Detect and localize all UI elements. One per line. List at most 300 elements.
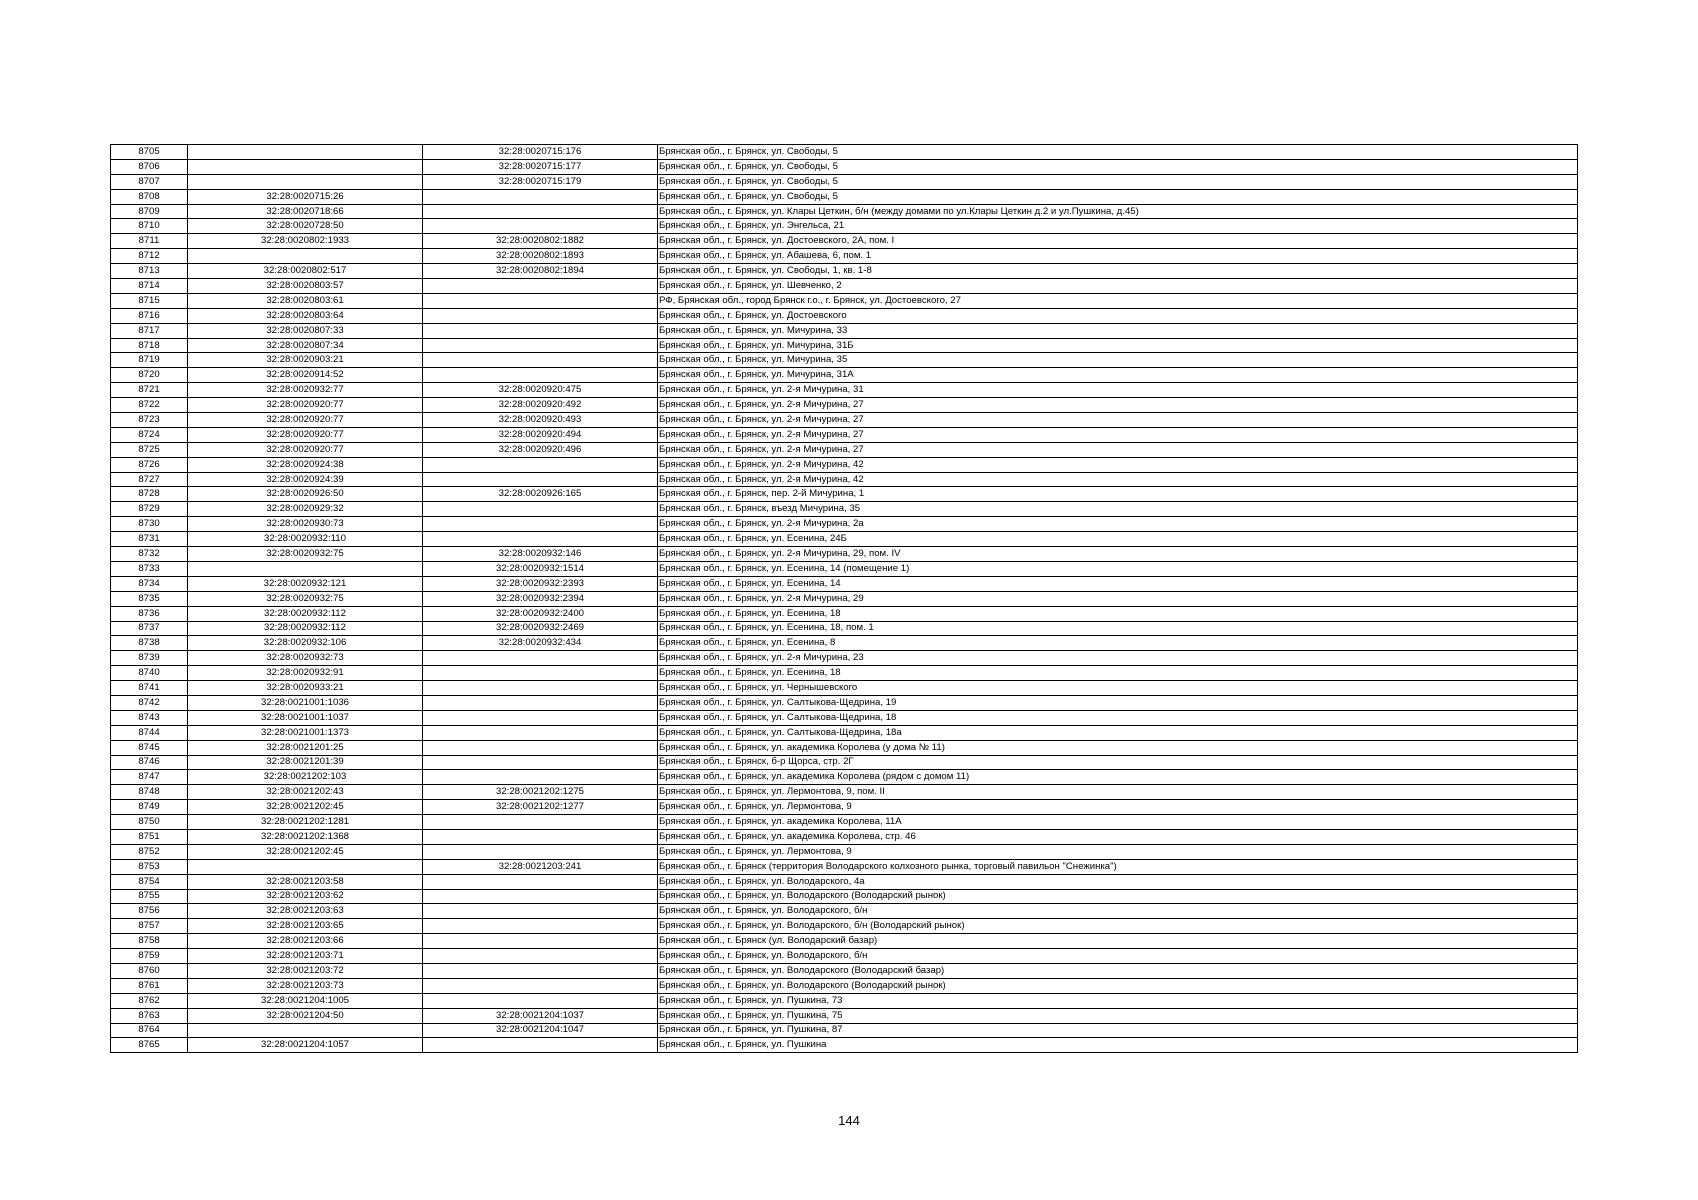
- table-row: [111, 800, 1578, 815]
- table-row: [111, 815, 1578, 830]
- building-cadastral-number-cell: 32:28:0020802:1894: [423, 264, 658, 279]
- table-row: [111, 666, 1578, 681]
- building-cadastral-number-cell: 32:28:0020802:1882: [423, 234, 658, 249]
- building-cadastral-number-cell: [423, 651, 658, 666]
- row-number-cell: 8734: [111, 576, 188, 591]
- address-cell: Брянская обл., г. Брянск (ул. Володарский базар): [658, 934, 1578, 949]
- row-number-cell: 8744: [111, 725, 188, 740]
- address-cell: Брянская обл., г. Брянск, ул. Володарского, б/н: [658, 904, 1578, 919]
- building-cadastral-number-cell: [423, 874, 658, 889]
- row-number-cell: 8759: [111, 949, 188, 964]
- row-number-cell: 8707: [111, 174, 188, 189]
- building-cadastral-number-cell: 32:28:0020932:1514: [423, 561, 658, 576]
- building-cadastral-number-cell: 32:28:0020932:146: [423, 547, 658, 562]
- land-cadastral-number-cell: 32:28:0021202:1368: [188, 829, 423, 844]
- row-number-cell: 8738: [111, 636, 188, 651]
- land-cadastral-number-cell: 32:28:0021202:43: [188, 785, 423, 800]
- building-cadastral-number-cell: [423, 993, 658, 1008]
- address-cell: Брянская обл., г. Брянск, ул. Чернышевского: [658, 681, 1578, 696]
- land-cadastral-number-cell: 32:28:0020926:50: [188, 487, 423, 502]
- row-number-cell: 8711: [111, 234, 188, 249]
- building-cadastral-number-cell: [423, 755, 658, 770]
- building-cadastral-number-cell: [423, 666, 658, 681]
- address-cell: Брянская обл., г. Брянск (территория Володарского колхозного рынка, торговый павильон "Снежинка"): [658, 859, 1578, 874]
- land-cadastral-number-cell: [188, 145, 423, 160]
- building-cadastral-number-cell: [423, 815, 658, 830]
- building-cadastral-number-cell: [423, 368, 658, 383]
- building-cadastral-number-cell: 32:28:0020715:176: [423, 145, 658, 160]
- address-cell: Брянская обл., г. Брянск, ул. 2-я Мичурина, 27: [658, 442, 1578, 457]
- address-cell: Брянская обл., г. Брянск, ул. Свободы, 5: [658, 145, 1578, 160]
- building-cadastral-number-cell: [423, 279, 658, 294]
- row-number-cell: 8722: [111, 398, 188, 413]
- table-row: [111, 949, 1578, 964]
- table-row: [111, 219, 1578, 234]
- building-cadastral-number-cell: [423, 949, 658, 964]
- land-cadastral-number-cell: 32:28:0020715:26: [188, 189, 423, 204]
- land-cadastral-number-cell: 32:28:0021203:63: [188, 904, 423, 919]
- address-cell: Брянская обл., г. Брянск, ул. Пушкина, 75: [658, 1008, 1578, 1023]
- table-row: [111, 532, 1578, 547]
- row-number-cell: 8708: [111, 189, 188, 204]
- land-cadastral-number-cell: 32:28:0021201:39: [188, 755, 423, 770]
- table-row: [111, 457, 1578, 472]
- address-cell: Брянская обл., г. Брянск, ул. Есенина, 14: [658, 576, 1578, 591]
- table-row: [111, 606, 1578, 621]
- land-cadastral-number-cell: 32:28:0021203:71: [188, 949, 423, 964]
- land-cadastral-number-cell: 32:28:0021204:50: [188, 1008, 423, 1023]
- address-cell: Брянская обл., г. Брянск, ул. Мичурина, 35: [658, 353, 1578, 368]
- address-cell: Брянская обл., г. Брянск, ул. Есенина, 18, пом. 1: [658, 621, 1578, 636]
- building-cadastral-number-cell: [423, 904, 658, 919]
- address-cell: Брянская обл., г. Брянск, ул. Салтыкова-Щедрина, 19: [658, 695, 1578, 710]
- row-number-cell: 8739: [111, 651, 188, 666]
- land-cadastral-number-cell: 32:28:0020932:91: [188, 666, 423, 681]
- row-number-cell: 8724: [111, 427, 188, 442]
- address-cell: Брянская обл., г. Брянск, ул. 2-я Мичурина, 31: [658, 383, 1578, 398]
- address-cell: Брянская обл., г. Брянск, ул. академика Королева, 11А: [658, 815, 1578, 830]
- address-cell: Брянская обл., г. Брянск, ул. Мичурина, 33: [658, 323, 1578, 338]
- table-row: [111, 547, 1578, 562]
- land-cadastral-number-cell: [188, 561, 423, 576]
- table-row: [111, 159, 1578, 174]
- row-number-cell: 8753: [111, 859, 188, 874]
- building-cadastral-number-cell: 32:28:0020920:475: [423, 383, 658, 398]
- building-cadastral-number-cell: [423, 978, 658, 993]
- land-cadastral-number-cell: 32:28:0021202:45: [188, 844, 423, 859]
- table-row: [111, 874, 1578, 889]
- address-cell: Брянская обл., г. Брянск, ул. Энгельса, 21: [658, 219, 1578, 234]
- row-number-cell: 8760: [111, 963, 188, 978]
- building-cadastral-number-cell: [423, 725, 658, 740]
- row-number-cell: 8745: [111, 740, 188, 755]
- address-cell: Брянская обл., г. Брянск, ул. Клары Цеткин, б/н (между домами по ул.Клары Цеткин д.2 и ул.Пушкина, д.45): [658, 204, 1578, 219]
- address-cell: Брянская обл., г. Брянск, ул. Свободы, 5: [658, 159, 1578, 174]
- row-number-cell: 8709: [111, 204, 188, 219]
- building-cadastral-number-cell: 32:28:0020932:2394: [423, 591, 658, 606]
- address-cell: Брянская обл., г. Брянск, б-р Щорса, стр. 2Г: [658, 755, 1578, 770]
- building-cadastral-number-cell: 32:28:0020715:177: [423, 159, 658, 174]
- building-cadastral-number-cell: [423, 457, 658, 472]
- row-number-cell: 8755: [111, 889, 188, 904]
- address-cell: Брянская обл., г. Брянск, ул. Лермонтова, 9, пом. II: [658, 785, 1578, 800]
- address-cell: Брянская обл., г. Брянск, пер. 2-й Мичурина, 1: [658, 487, 1578, 502]
- address-cell: Брянская обл., г. Брянск, ул. Есенина, 18: [658, 606, 1578, 621]
- table-row: [111, 472, 1578, 487]
- row-number-cell: 8750: [111, 815, 188, 830]
- row-number-cell: 8741: [111, 681, 188, 696]
- address-cell: Брянская обл., г. Брянск, ул. Салтыкова-Щедрина, 18а: [658, 725, 1578, 740]
- land-cadastral-number-cell: 32:28:0020932:77: [188, 383, 423, 398]
- land-cadastral-number-cell: 32:28:0021203:73: [188, 978, 423, 993]
- address-cell: Брянская обл., г. Брянск, ул. Лермонтова, 9: [658, 800, 1578, 815]
- table-row: [111, 279, 1578, 294]
- table-row: [111, 755, 1578, 770]
- land-cadastral-number-cell: 32:28:0021203:65: [188, 919, 423, 934]
- address-cell: Брянская обл., г. Брянск, ул. 2-я Мичурина, 27: [658, 398, 1578, 413]
- land-cadastral-number-cell: 32:28:0021202:103: [188, 770, 423, 785]
- row-number-cell: 8706: [111, 159, 188, 174]
- table-row: [111, 561, 1578, 576]
- table-row: [111, 859, 1578, 874]
- land-cadastral-number-cell: [188, 1023, 423, 1038]
- table-row: [111, 710, 1578, 725]
- address-cell: Брянская обл., г. Брянск, въезд Мичурина, 35: [658, 502, 1578, 517]
- table-row: [111, 353, 1578, 368]
- table-row: [111, 517, 1578, 532]
- building-cadastral-number-cell: 32:28:0020920:494: [423, 427, 658, 442]
- address-cell: Брянская обл., г. Брянск, ул. Пушкина: [658, 1038, 1578, 1053]
- table-row: [111, 963, 1578, 978]
- table-row: [111, 651, 1578, 666]
- building-cadastral-number-cell: 32:28:0021202:1275: [423, 785, 658, 800]
- address-cell: Брянская обл., г. Брянск, ул. Володарского (Володарский базар): [658, 963, 1578, 978]
- table-row: [111, 591, 1578, 606]
- row-number-cell: 8746: [111, 755, 188, 770]
- row-number-cell: 8740: [111, 666, 188, 681]
- row-number-cell: 8729: [111, 502, 188, 517]
- row-number-cell: 8758: [111, 934, 188, 949]
- row-number-cell: 8721: [111, 383, 188, 398]
- table-row: [111, 934, 1578, 949]
- table-row: [111, 264, 1578, 279]
- building-cadastral-number-cell: [423, 472, 658, 487]
- address-cell: Брянская обл., г. Брянск, ул. Достоевского, 2А, пом. I: [658, 234, 1578, 249]
- address-cell: Брянская обл., г. Брянск, ул. 2-я Мичурина, 27: [658, 427, 1578, 442]
- address-cell: Брянская обл., г. Брянск, ул. Володарского (Володарский рынок): [658, 889, 1578, 904]
- land-cadastral-number-cell: 32:28:0021001:1373: [188, 725, 423, 740]
- land-cadastral-number-cell: 32:28:0020803:64: [188, 308, 423, 323]
- address-cell: Брянская обл., г. Брянск, ул. Володарского (Володарский рынок): [658, 978, 1578, 993]
- building-cadastral-number-cell: [423, 353, 658, 368]
- land-cadastral-number-cell: 32:28:0020920:77: [188, 427, 423, 442]
- land-cadastral-number-cell: 32:28:0021203:58: [188, 874, 423, 889]
- row-number-cell: 8743: [111, 710, 188, 725]
- land-cadastral-number-cell: 32:28:0020903:21: [188, 353, 423, 368]
- building-cadastral-number-cell: 32:28:0020920:492: [423, 398, 658, 413]
- building-cadastral-number-cell: [423, 829, 658, 844]
- building-cadastral-number-cell: 32:28:0020932:2393: [423, 576, 658, 591]
- table-row: [111, 368, 1578, 383]
- land-cadastral-number-cell: 32:28:0020932:75: [188, 591, 423, 606]
- table-row: [111, 725, 1578, 740]
- row-number-cell: 8762: [111, 993, 188, 1008]
- address-cell: Брянская обл., г. Брянск, ул. Есенина, 18: [658, 666, 1578, 681]
- building-cadastral-number-cell: [423, 770, 658, 785]
- row-number-cell: 8742: [111, 695, 188, 710]
- address-cell: Брянская обл., г. Брянск, ул. Володарского, 4а: [658, 874, 1578, 889]
- row-number-cell: 8728: [111, 487, 188, 502]
- building-cadastral-number-cell: [423, 1038, 658, 1053]
- address-cell: Брянская обл., г. Брянск, ул. академика Королева, стр. 46: [658, 829, 1578, 844]
- land-cadastral-number-cell: 32:28:0020924:39: [188, 472, 423, 487]
- land-cadastral-number-cell: 32:28:0021204:1005: [188, 993, 423, 1008]
- table-row: [111, 695, 1578, 710]
- table-row: [111, 1008, 1578, 1023]
- row-number-cell: 8723: [111, 413, 188, 428]
- row-number-cell: 8751: [111, 829, 188, 844]
- row-number-cell: 8713: [111, 264, 188, 279]
- building-cadastral-number-cell: [423, 963, 658, 978]
- building-cadastral-number-cell: 32:28:0020802:1893: [423, 249, 658, 264]
- row-number-cell: 8725: [111, 442, 188, 457]
- land-cadastral-number-cell: 32:28:0021204:1057: [188, 1038, 423, 1053]
- land-cadastral-number-cell: 32:28:0020932:112: [188, 621, 423, 636]
- land-cadastral-number-cell: 32:28:0020932:75: [188, 547, 423, 562]
- table-row: [111, 576, 1578, 591]
- land-cadastral-number-cell: 32:28:0021001:1037: [188, 710, 423, 725]
- building-cadastral-number-cell: 32:28:0020715:179: [423, 174, 658, 189]
- row-number-cell: 8756: [111, 904, 188, 919]
- address-cell: Брянская обл., г. Брянск, ул. Лермонтова, 9: [658, 844, 1578, 859]
- registry-table-body: [111, 145, 1578, 1053]
- address-cell: Брянская обл., г. Брянск, ул. Володарского, б/н: [658, 949, 1578, 964]
- building-cadastral-number-cell: [423, 710, 658, 725]
- land-cadastral-number-cell: 32:28:0020933:21: [188, 681, 423, 696]
- building-cadastral-number-cell: 32:28:0020932:2400: [423, 606, 658, 621]
- building-cadastral-number-cell: 32:28:0020920:493: [423, 413, 658, 428]
- land-cadastral-number-cell: 32:28:0020920:77: [188, 413, 423, 428]
- table-row: [111, 770, 1578, 785]
- row-number-cell: 8712: [111, 249, 188, 264]
- building-cadastral-number-cell: 32:28:0021203:241: [423, 859, 658, 874]
- building-cadastral-number-cell: [423, 323, 658, 338]
- land-cadastral-number-cell: 32:28:0020914:52: [188, 368, 423, 383]
- row-number-cell: 8727: [111, 472, 188, 487]
- address-cell: Брянская обл., г. Брянск, ул. Свободы, 5: [658, 189, 1578, 204]
- row-number-cell: 8732: [111, 547, 188, 562]
- row-number-cell: 8749: [111, 800, 188, 815]
- table-row: [111, 174, 1578, 189]
- table-row: [111, 1023, 1578, 1038]
- address-cell: Брянская обл., г. Брянск, ул. 2-я Мичурина, 42: [658, 457, 1578, 472]
- row-number-cell: 8719: [111, 353, 188, 368]
- table-row: [111, 919, 1578, 934]
- land-cadastral-number-cell: 32:28:0020932:73: [188, 651, 423, 666]
- land-cadastral-number-cell: 32:28:0020807:34: [188, 338, 423, 353]
- row-number-cell: 8765: [111, 1038, 188, 1053]
- row-number-cell: 8730: [111, 517, 188, 532]
- table-row: [111, 502, 1578, 517]
- table-row: [111, 442, 1578, 457]
- land-cadastral-number-cell: [188, 249, 423, 264]
- land-cadastral-number-cell: 32:28:0021203:72: [188, 963, 423, 978]
- table-row: [111, 398, 1578, 413]
- address-cell: Брянская обл., г. Брянск, ул. Достоевского: [658, 308, 1578, 323]
- row-number-cell: 8754: [111, 874, 188, 889]
- building-cadastral-number-cell: [423, 740, 658, 755]
- row-number-cell: 8764: [111, 1023, 188, 1038]
- row-number-cell: 8733: [111, 561, 188, 576]
- table-row: [111, 293, 1578, 308]
- land-cadastral-number-cell: 32:28:0020932:110: [188, 532, 423, 547]
- building-cadastral-number-cell: [423, 532, 658, 547]
- land-cadastral-number-cell: 32:28:0020920:77: [188, 398, 423, 413]
- row-number-cell: 8748: [111, 785, 188, 800]
- table-row: [111, 487, 1578, 502]
- address-cell: Брянская обл., г. Брянск, ул. Свободы, 5: [658, 174, 1578, 189]
- land-cadastral-number-cell: 32:28:0020929:32: [188, 502, 423, 517]
- table-row: [111, 621, 1578, 636]
- address-cell: Брянская обл., г. Брянск, ул. Есенина, 8: [658, 636, 1578, 651]
- address-cell: Брянская обл., г. Брянск, ул. академика Королева (рядом с домом 11): [658, 770, 1578, 785]
- address-cell: РФ, Брянская обл., город Брянск г.о., г. Брянск, ул. Достоевского, 27: [658, 293, 1578, 308]
- address-cell: Брянская обл., г. Брянск, ул. Есенина, 14 (помещение 1): [658, 561, 1578, 576]
- table-row: [111, 844, 1578, 859]
- building-cadastral-number-cell: [423, 695, 658, 710]
- row-number-cell: 8747: [111, 770, 188, 785]
- building-cadastral-number-cell: [423, 919, 658, 934]
- building-cadastral-number-cell: 32:28:0021204:1047: [423, 1023, 658, 1038]
- land-cadastral-number-cell: 32:28:0021203:66: [188, 934, 423, 949]
- building-cadastral-number-cell: [423, 338, 658, 353]
- table-row: [111, 889, 1578, 904]
- building-cadastral-number-cell: 32:28:0021204:1037: [423, 1008, 658, 1023]
- building-cadastral-number-cell: [423, 204, 658, 219]
- address-cell: Брянская обл., г. Брянск, ул. 2-я Мичурина, 27: [658, 413, 1578, 428]
- address-cell: Брянская обл., г. Брянск, ул. 2-я Мичурина, 42: [658, 472, 1578, 487]
- table-row: [111, 189, 1578, 204]
- building-cadastral-number-cell: [423, 502, 658, 517]
- address-cell: Брянская обл., г. Брянск, ул. 2-я Мичурина, 29: [658, 591, 1578, 606]
- table-row: [111, 829, 1578, 844]
- land-cadastral-number-cell: 32:28:0020807:33: [188, 323, 423, 338]
- row-number-cell: 8720: [111, 368, 188, 383]
- land-cadastral-number-cell: 32:28:0021202:1281: [188, 815, 423, 830]
- land-cadastral-number-cell: 32:28:0020924:38: [188, 457, 423, 472]
- land-cadastral-number-cell: 32:28:0020728:50: [188, 219, 423, 234]
- land-cadastral-number-cell: 32:28:0020932:106: [188, 636, 423, 651]
- row-number-cell: 8717: [111, 323, 188, 338]
- row-number-cell: 8735: [111, 591, 188, 606]
- land-cadastral-number-cell: 32:28:0020802:517: [188, 264, 423, 279]
- address-cell: Брянская обл., г. Брянск, ул. академика Королева (у дома № 11): [658, 740, 1578, 755]
- table-row: [111, 904, 1578, 919]
- building-cadastral-number-cell: [423, 681, 658, 696]
- row-number-cell: 8763: [111, 1008, 188, 1023]
- address-cell: Брянская обл., г. Брянск, ул. Пушкина, 73: [658, 993, 1578, 1008]
- building-cadastral-number-cell: [423, 293, 658, 308]
- table-row: [111, 308, 1578, 323]
- land-cadastral-number-cell: 32:28:0020803:61: [188, 293, 423, 308]
- building-cadastral-number-cell: 32:28:0020920:496: [423, 442, 658, 457]
- building-cadastral-number-cell: [423, 308, 658, 323]
- building-cadastral-number-cell: 32:28:0021202:1277: [423, 800, 658, 815]
- table-row: [111, 427, 1578, 442]
- table-row: [111, 636, 1578, 651]
- address-cell: Брянская обл., г. Брянск, ул. Володарского, б/н (Володарский рынок): [658, 919, 1578, 934]
- address-cell: Брянская обл., г. Брянск, ул. 2-я Мичурина, 29, пом. IV: [658, 547, 1578, 562]
- land-cadastral-number-cell: [188, 859, 423, 874]
- land-cadastral-number-cell: [188, 159, 423, 174]
- table-row: [111, 204, 1578, 219]
- row-number-cell: 8757: [111, 919, 188, 934]
- row-number-cell: 8710: [111, 219, 188, 234]
- address-cell: Брянская обл., г. Брянск, ул. 2-я Мичурина, 2а: [658, 517, 1578, 532]
- registry-table: [110, 144, 1578, 1053]
- address-cell: Брянская обл., г. Брянск, ул. Шевченко, 2: [658, 279, 1578, 294]
- table-row: [111, 323, 1578, 338]
- building-cadastral-number-cell: 32:28:0020932:2469: [423, 621, 658, 636]
- address-cell: Брянская обл., г. Брянск, ул. Пушкина, 87: [658, 1023, 1578, 1038]
- row-number-cell: 8715: [111, 293, 188, 308]
- land-cadastral-number-cell: 32:28:0021203:62: [188, 889, 423, 904]
- land-cadastral-number-cell: 32:28:0021001:1036: [188, 695, 423, 710]
- address-cell: Брянская обл., г. Брянск, ул. 2-я Мичурина, 23: [658, 651, 1578, 666]
- table-row: [111, 785, 1578, 800]
- row-number-cell: 8718: [111, 338, 188, 353]
- table-row: [111, 234, 1578, 249]
- land-cadastral-number-cell: 32:28:0020803:57: [188, 279, 423, 294]
- land-cadastral-number-cell: 32:28:0020930:73: [188, 517, 423, 532]
- building-cadastral-number-cell: 32:28:0020926:165: [423, 487, 658, 502]
- building-cadastral-number-cell: [423, 219, 658, 234]
- building-cadastral-number-cell: [423, 934, 658, 949]
- building-cadastral-number-cell: 32:28:0020932:434: [423, 636, 658, 651]
- land-cadastral-number-cell: 32:28:0020718:66: [188, 204, 423, 219]
- table-row: [111, 978, 1578, 993]
- address-cell: Брянская обл., г. Брянск, ул. Салтыкова-Щедрина, 18: [658, 710, 1578, 725]
- row-number-cell: 8752: [111, 844, 188, 859]
- table-row: [111, 145, 1578, 160]
- row-number-cell: 8726: [111, 457, 188, 472]
- address-cell: Брянская обл., г. Брянск, ул. Свободы, 1, кв. 1-8: [658, 264, 1578, 279]
- land-cadastral-number-cell: 32:28:0020920:77: [188, 442, 423, 457]
- building-cadastral-number-cell: [423, 889, 658, 904]
- row-number-cell: 8737: [111, 621, 188, 636]
- land-cadastral-number-cell: 32:28:0021202:45: [188, 800, 423, 815]
- address-cell: Брянская обл., г. Брянск, ул. Мичурина, 31Б: [658, 338, 1578, 353]
- building-cadastral-number-cell: [423, 189, 658, 204]
- building-cadastral-number-cell: [423, 517, 658, 532]
- row-number-cell: 8736: [111, 606, 188, 621]
- row-number-cell: 8731: [111, 532, 188, 547]
- row-number-cell: 8705: [111, 145, 188, 160]
- row-number-cell: 8761: [111, 978, 188, 993]
- table-row: [111, 338, 1578, 353]
- table-row: [111, 740, 1578, 755]
- land-cadastral-number-cell: 32:28:0020932:112: [188, 606, 423, 621]
- row-number-cell: 8716: [111, 308, 188, 323]
- row-number-cell: 8714: [111, 279, 188, 294]
- land-cadastral-number-cell: 32:28:0021201:25: [188, 740, 423, 755]
- table-row: [111, 1038, 1578, 1053]
- land-cadastral-number-cell: 32:28:0020932:121: [188, 576, 423, 591]
- land-cadastral-number-cell: [188, 174, 423, 189]
- table-row: [111, 413, 1578, 428]
- table-row: [111, 993, 1578, 1008]
- address-cell: Брянская обл., г. Брянск, ул. Мичурина, 31А: [658, 368, 1578, 383]
